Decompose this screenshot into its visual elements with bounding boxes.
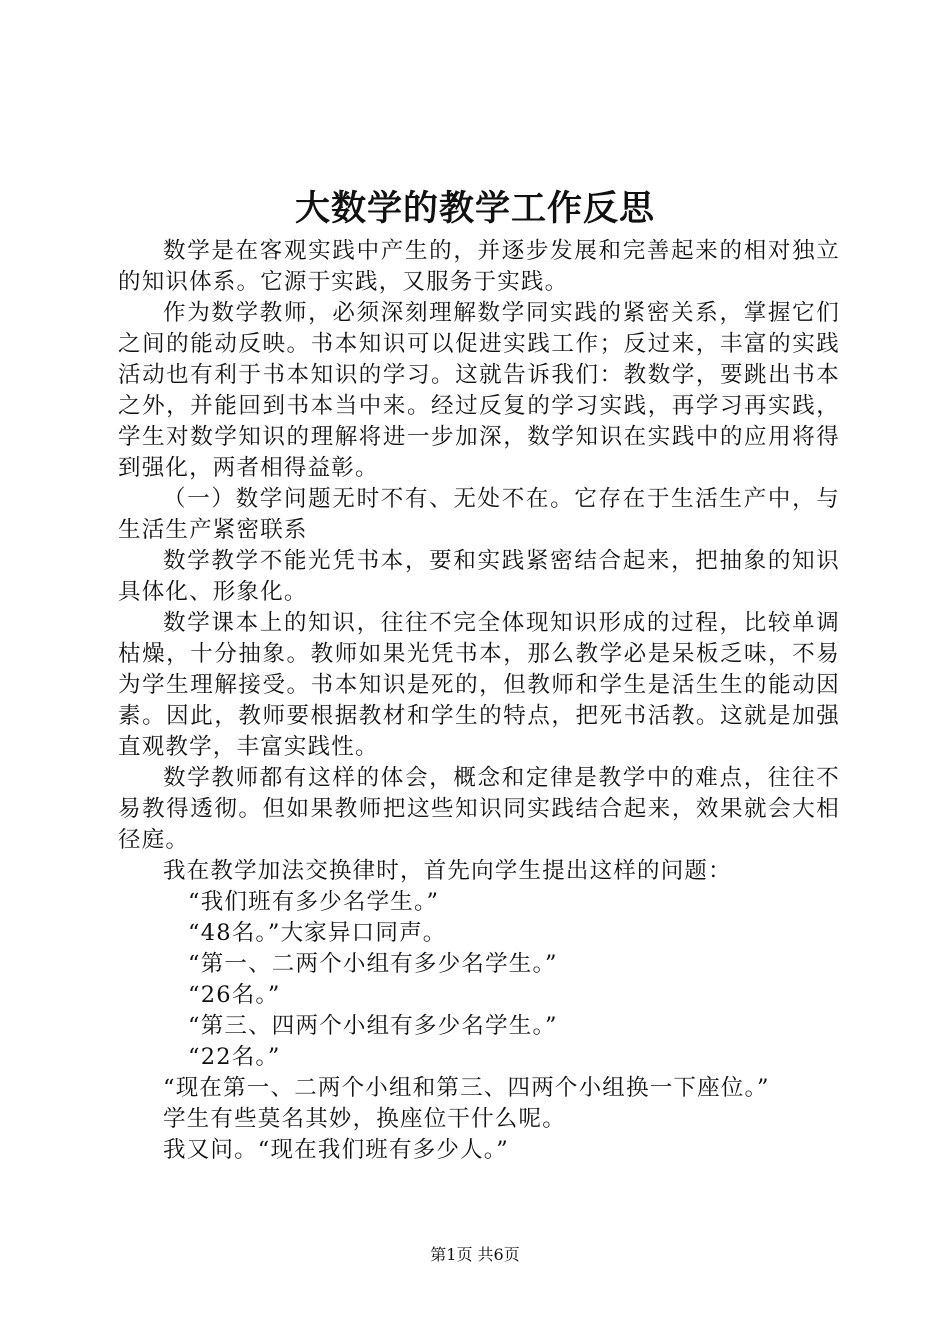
- paragraph: 学生有些莫名其妙，换座位干什么呢。: [163, 1106, 566, 1132]
- dialogue-line: “第三、四两个小组有多少名学生。”: [188, 1013, 558, 1039]
- dialogue-line: “26名。”: [188, 982, 281, 1008]
- dialogue-line: “现在第一、二两个小组和第三、四两个小组换一下座位。”: [163, 1075, 770, 1101]
- paragraph: 数学课本上的知识，往往不完全体现知识形成的过程，比较单调枯燥，十分抽象。教师如果光凭书本，那么教学必是呆板乏味，不易为学生理解接受。书本知识是死的，但教师和学生是活生生的能动因素。因此，教师要根据教材和学生的特点，把死书活教。这就是加强直观教学，丰富实践性。: [118, 610, 840, 760]
- paragraph: 数学教学不能光凭书本，要和实践紧密结合起来，把抽象的知识具体化、形象化。: [118, 548, 840, 605]
- dialogue-line: “我们班有多少名学生。”: [188, 889, 440, 915]
- paragraph: 我在教学加法交换律时，首先向学生提出这样的问题：: [163, 858, 732, 884]
- paragraph: 作为数学教师，必须深刻理解数学同实践的紧密关系，掌握它们之间的能动反映。书本知识可以促进实践工作；反过来，丰富的实践活动也有利于书本知识的学习。这就告诉我们：教数学，要跳出书本之外，并能回到书本当中来。经过反复的学习实践，再学习再实践，学生对数学知识的理解将进一步加深，数学知识在实践中的应用将得到强化，两者相得益彰。: [118, 300, 840, 481]
- dialogue-line: “第一、二两个小组有多少名学生。”: [188, 951, 558, 977]
- paragraph: 数学是在客观实践中产生的，并逐步发展和完善起来的相对独立的知识体系。它源于实践，又服务于实践。: [118, 238, 840, 295]
- paragraph: 数学教师都有这样的体会，概念和定律是教学中的难点，往往不易教得透彻。但如果教师把这些知识同实践结合起来，效果就会大相径庭。: [118, 765, 840, 853]
- page-number-footer: 第1页 共6页: [430, 1245, 520, 1264]
- paragraph: （一）数学问题无时不有、无处不在。它存在于生活生产中，与生活生产紧密联系: [118, 486, 840, 543]
- document-body: [118, 236, 840, 1166]
- dialogue-line: “48名。”大家异口同声。: [188, 920, 447, 946]
- paragraph: 我又问。“现在我们班有多少人。”: [163, 1137, 509, 1163]
- dialogue-line: “22名。”: [188, 1044, 281, 1070]
- document-title: 大数学的教学工作反思: [294, 188, 655, 229]
